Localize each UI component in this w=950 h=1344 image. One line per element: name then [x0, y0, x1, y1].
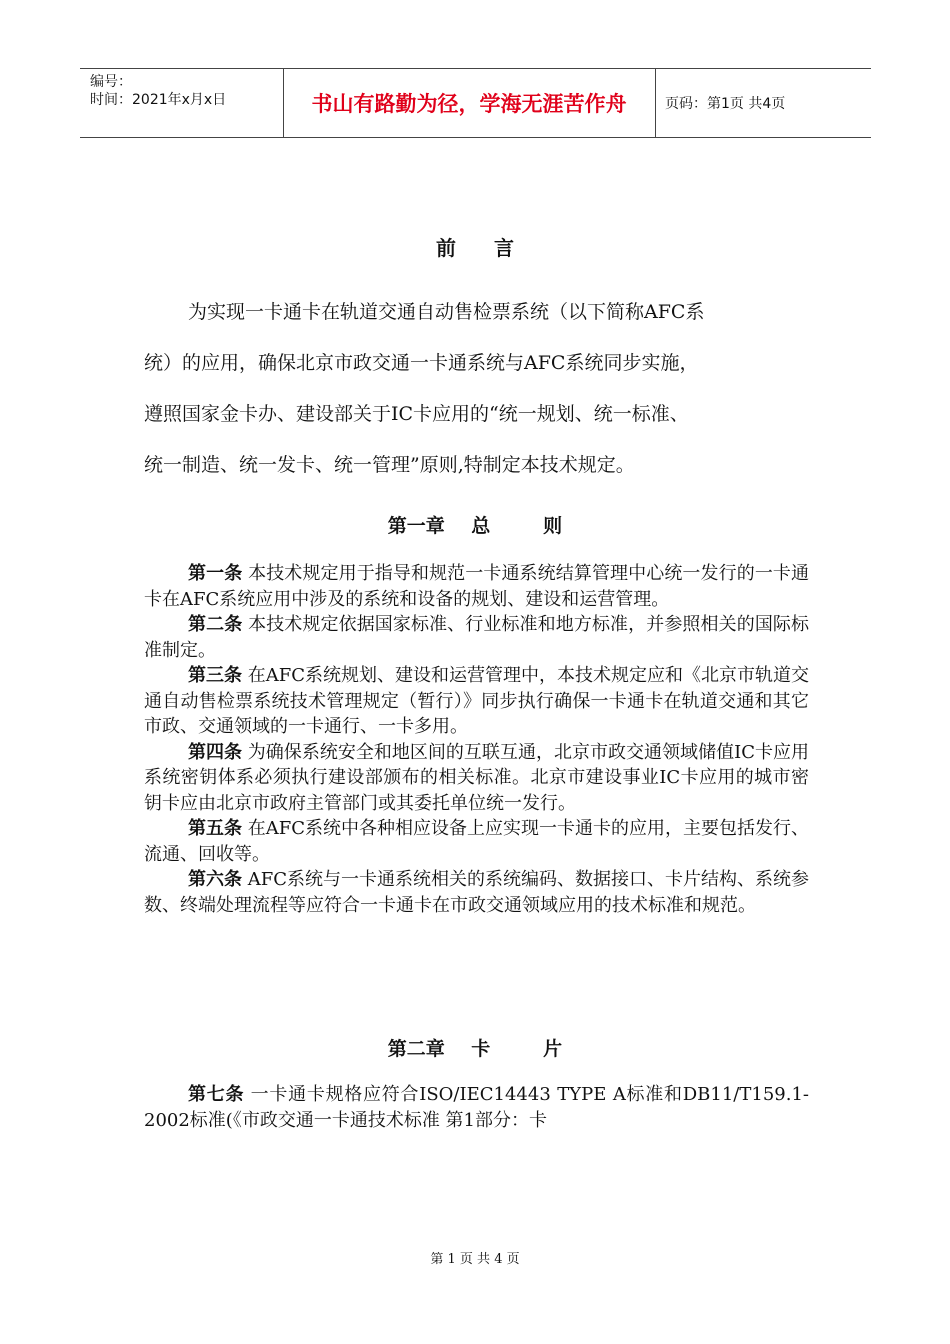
chapter-heading: 第一章 总 则: [387, 515, 563, 537]
article-4: [144, 740, 809, 817]
header-motto: 书山有路勤为径，学海无涯苦作舟: [311, 92, 627, 116]
header-page-info: 页码：第1页 共4页: [665, 96, 786, 112]
article-number: 第二条: [188, 614, 243, 635]
article-number: 第一条: [188, 563, 243, 584]
article-number: 第六条: [188, 869, 243, 890]
article-number: 第七条: [188, 1084, 245, 1105]
article-text: AFC系统与一卡通系统相关的系统编码、数据接口、卡片结构、系统参数、终端处理流程等应符合一卡通卡在市政交通领域应用的技术标准和规范。: [144, 869, 810, 916]
document-time-label: 时间：2021年x月x日: [90, 92, 227, 108]
article-3: [144, 663, 809, 740]
article-7-paragraph: [144, 1082, 809, 1133]
article-2: [144, 612, 809, 663]
chapter-heading: 第二章 卡 片: [387, 1038, 563, 1060]
preface-line: 为实现一卡通卡在轨道交通自动售检票系统（以下简称AFC系: [188, 301, 705, 323]
article-1: [144, 561, 809, 612]
preface-line: 统一制造、统一发卡、统一管理”原则,特制定本技术规定。: [144, 454, 635, 476]
document-number-label: 编号：: [90, 74, 132, 90]
article-number: 第三条: [188, 665, 243, 686]
header-meta: [90, 73, 226, 109]
document-title: 前言: [436, 236, 552, 260]
article-number: 第四条: [188, 741, 243, 763]
article-text: 一卡通卡规格应符合ISO/IEC14443 TYPE A标准和DB11/T159.1-2002标准(《市政交通一卡通技术标准 第1部分：卡: [144, 1084, 809, 1131]
preface-line: 遵照国家金卡办、建设部关于IC卡应用的“统一规划、统一标准、: [144, 403, 689, 425]
page-header: [80, 68, 871, 138]
page-footer: 第 1 页 共 4 页: [430, 1252, 520, 1267]
article-text: 为确保系统安全和地区间的互联互通，北京市政交通领域储值IC卡应用系统密钥体系必须执行建设部颁布的相关标准。北京市建设事业IC卡应用的城市密钥卡应由北京市政府主管部门或其委托单位统一发行。: [144, 741, 810, 814]
article-text: 在AFC系统中各种相应设备上应实现一卡通卡的应用，主要包括发行、流通、回收等。: [144, 818, 810, 865]
article-6: [144, 867, 809, 918]
preface-line: 统）的应用，确保北京市政交通一卡通系统与AFC系统同步实施，: [144, 352, 699, 374]
article-number: 第五条: [188, 818, 243, 839]
article-text: 在AFC系统规划、建设和运营管理中，本技术规定应和《北京市轨道交通自动售检票系统技术管理规定（暂行）》同步执行确保一卡通卡在轨道交通和其它市政、交通领域的一卡通行、一卡多用。: [144, 665, 810, 737]
articles-section: [144, 561, 809, 918]
article-7: [144, 1082, 809, 1133]
article-text: 本技术规定依据国家标准、行业标准和地方标准，并参照相关的国际标准制定。: [144, 614, 810, 661]
article-5: [144, 816, 809, 867]
article-text: 本技术规定用于指导和规范一卡通系统结算管理中心统一发行的一卡通卡在AFC系统应用中涉及的系统和设备的规划、建设和运营管理。: [144, 563, 810, 610]
header-divider: [655, 69, 656, 137]
